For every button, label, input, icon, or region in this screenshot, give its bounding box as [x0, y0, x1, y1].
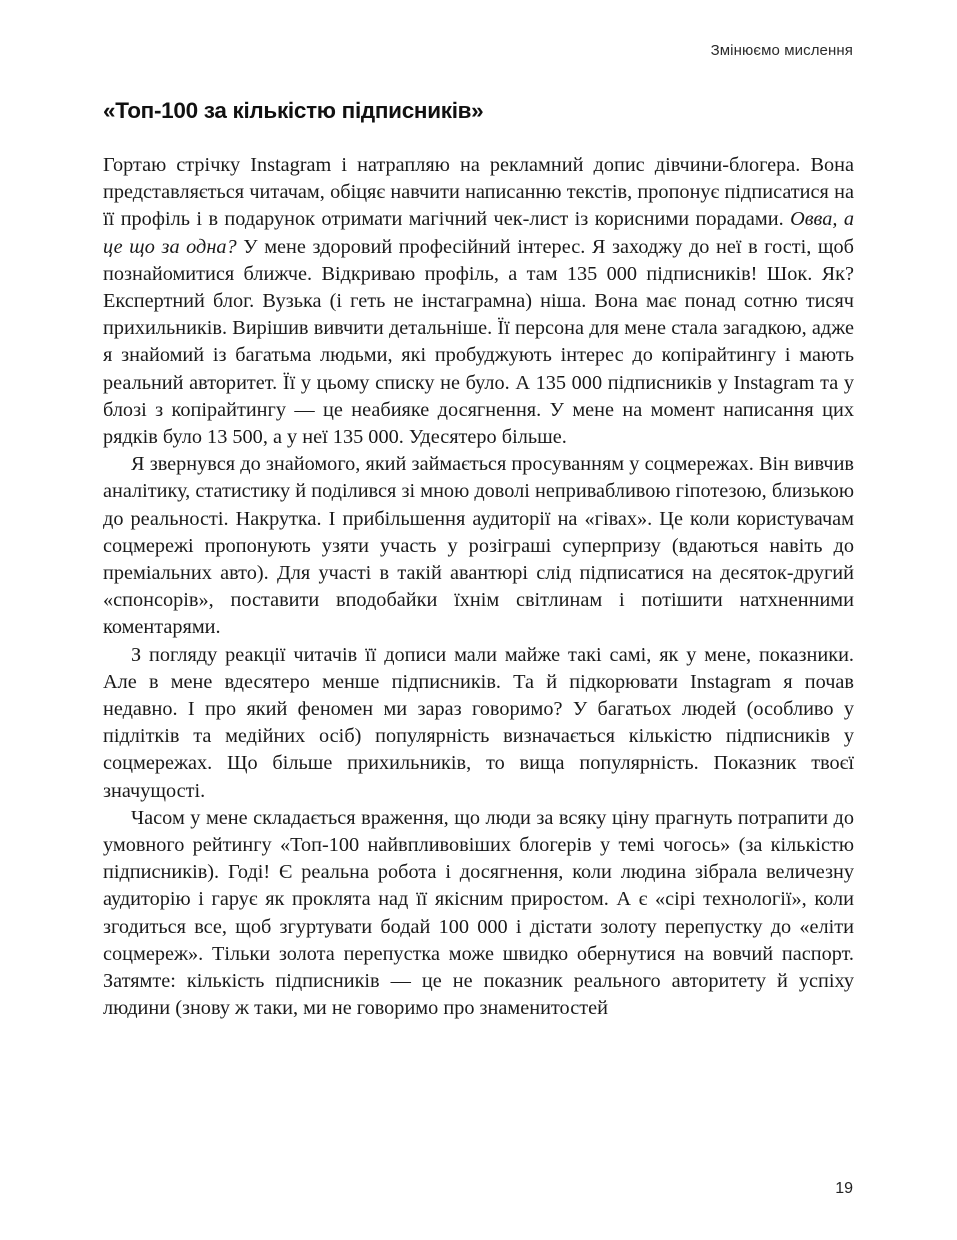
paragraph-3: З погляду реакції читачів її дописи мали майже такі самі, як у мене, показники. Але в мене вдесятеро менше підписників. Та й підкорювати Instagram я почав недавно. І про який феномен ми зараз говоримо? У багатьох людей (особливо у підлітків та медійних осіб) популярність визначається кількістю підписників у соцмережах. Що більше прихильників, то вища популярність. Показник твоєї значущості.	[103, 643, 854, 802]
paragraph-1	[103, 152, 854, 451]
paragraph-4: Часом у мене складається враження, що люди за всяку ціну прагнуть потрапити до умовного рейтингу «Топ-100 найвпливовіших блогерів у темі чогось» (за кількістю підписників). Годі! Є реальна робота і досягнення, коли людина зібрала величезну аудиторію і гарує як проклята над її якісним приростом. А є «сірі технології», коли згодиться все, щоб згуртувати бодай 100 000 і дістати золоту перепустку до «еліти соцмереж». Тільки золота перепустка може швидко обернутися на вовчий паспорт. Затямте: кількість підписників — це не показник реального авторитету й успіху людини (знову ж таки, ми не говоримо про знаменитостей	[103, 806, 854, 1020]
paragraph-1-italic-phrase: Овва, а це що за одна?	[103, 208, 854, 258]
running-header: Змінюємо мислення	[710, 42, 853, 59]
paragraph-1-text-start: Гортаю стрічку Instagram і натрапляю на рекламний допис дівчини-блогера. Вона представляється читачам, обіцяє навчити написанню текстів, пропонує підписатися на її профіль і в подарунок отримати магічний чек-лист із корисними порадами.	[103, 154, 854, 231]
paragraph-1-text-end: У мене здоровий професійний інтерес. Я заходжу до неї в гості, щоб познайомитися ближче. Відкриваю профіль, а там 135 000 підписників! Шок. Як? Експертний блог. Вузька (і геть не інстаграмна) ніша. Вона має понад сотню тисяч прихильників. Вирішив вивчити детальніше. Її персона для мене стала загадкою, адже я знайомий із багатьма людьми, які пробуджують інтерес до копірайтингу і мають реальний авторитет. Її у цьому списку не було. А 135 000 підписників у Instagram та у блозі з копірайтингу — це неабияке досягнення. У мене на момент написання цих рядків було 13 500, а у неї 135 000. Удесятеро більше.	[103, 235, 854, 449]
paragraph-2: Я звернувся до знайомого, який займається просуванням у соцмережах. Він вивчив аналітику, статистику й поділився зі мною доволі непривабливою гіпотезою, близькою до реальності. Накрутка. І прибільшення аудиторії на «гівах». Це коли користувачам соцмережі пропонують узяти участь у розіграші суперпризу (вдаються навіть до преміальних авто). Для участі в такій авантюрі слід підписатися на десяток-другий «спонсорів», поставити вподобайки їхнім світлинам і потішити натхненними коментарями.	[103, 453, 854, 639]
body-text	[103, 152, 854, 1023]
section-title: «Топ-100 за кількістю підписників»	[103, 98, 484, 123]
page-number: 19	[835, 1180, 853, 1197]
